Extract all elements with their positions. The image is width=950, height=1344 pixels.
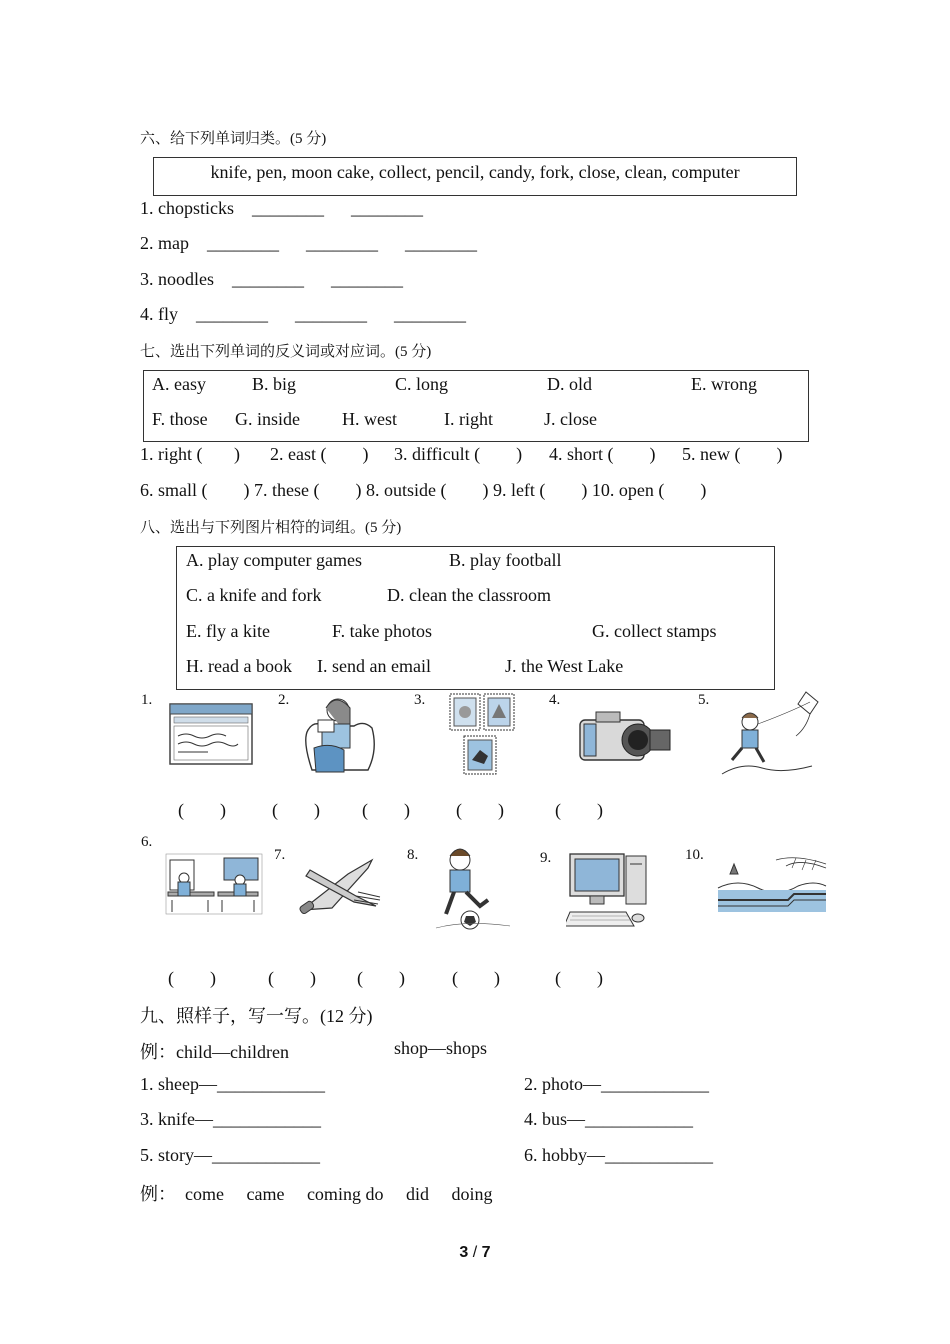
phrase-e: E. fly a kite bbox=[186, 621, 270, 641]
classify-line-3[interactable]: 3. noodles ________ ________ bbox=[140, 269, 403, 289]
option-b: B. big bbox=[252, 374, 297, 394]
option-f: F. those bbox=[152, 409, 208, 429]
west-lake-picture bbox=[716, 852, 828, 924]
answer-paren-6[interactable]: ( ) bbox=[168, 968, 216, 988]
pic-num-7: 7. bbox=[274, 847, 286, 863]
classify-line-1[interactable]: 1. chopsticks ________ ________ bbox=[140, 198, 423, 218]
antonym-q6-10[interactable]: 6. small ( ) 7. these ( ) 8. outside ( ) 9. left ( ) 10. open ( ) bbox=[140, 480, 707, 500]
total-pages: 7 bbox=[481, 1244, 491, 1261]
antonym-q5[interactable]: 5. new ( ) bbox=[682, 444, 783, 464]
answer-paren-4[interactable]: ( ) bbox=[456, 800, 504, 820]
phrase-h: H. read a book bbox=[186, 656, 292, 676]
section-7-title: 七、选出下列单词的反义词或对应词。(5 分) bbox=[140, 344, 432, 360]
pic-num-10: 10. bbox=[685, 847, 704, 863]
phrase-options-box bbox=[176, 546, 775, 690]
pic-num-8: 8. bbox=[407, 847, 419, 863]
page-number bbox=[0, 1244, 950, 1262]
phrase-i: I. send an email bbox=[317, 656, 431, 676]
boy-flying-kite-picture bbox=[720, 688, 830, 778]
knife-and-fork-picture bbox=[296, 856, 382, 918]
answer-paren-5[interactable]: ( ) bbox=[555, 800, 603, 820]
phrase-g: G. collect stamps bbox=[592, 621, 717, 641]
plural-item-6[interactable]: 6. hobby—____________ bbox=[524, 1145, 713, 1165]
page-separator: / bbox=[472, 1244, 478, 1261]
phrase-b: B. play football bbox=[449, 550, 562, 570]
pic-num-2: 2. bbox=[278, 692, 290, 708]
pic-num-1: 1. bbox=[141, 692, 153, 708]
answer-paren-10[interactable]: ( ) bbox=[555, 968, 603, 988]
phrase-c: C. a knife and fork bbox=[186, 585, 322, 605]
antonym-q2[interactable]: 2. east ( ) bbox=[270, 444, 369, 464]
email-window-picture bbox=[168, 702, 254, 766]
option-e: E. wrong bbox=[691, 374, 757, 394]
example-1: 例：child—children bbox=[140, 1042, 289, 1062]
section-6-title: 六、给下列单词归类。(5 分) bbox=[140, 131, 327, 147]
pic-num-5: 5. bbox=[698, 692, 710, 708]
option-g: G. inside bbox=[235, 409, 300, 429]
antonym-q3[interactable]: 3. difficult ( ) bbox=[394, 444, 523, 464]
answer-paren-7[interactable]: ( ) bbox=[268, 968, 316, 988]
computer-picture bbox=[566, 852, 650, 932]
antonym-options-box bbox=[143, 370, 809, 442]
phrase-d: D. clean the classroom bbox=[387, 585, 551, 605]
classify-line-2[interactable]: 2. map ________ ________ ________ bbox=[140, 233, 477, 253]
answer-paren-1[interactable]: ( ) bbox=[178, 800, 226, 820]
word-box-text: knife, pen, moon cake, collect, pencil, candy, fork, close, clean, computer bbox=[210, 162, 740, 182]
plural-item-2[interactable]: 2. photo—____________ bbox=[524, 1074, 710, 1094]
example-1b: shop—shops bbox=[394, 1038, 488, 1058]
section-8-title: 八、选出与下列图片相符的词组。(5 分) bbox=[140, 520, 402, 536]
pic-num-6: 6. bbox=[141, 834, 153, 850]
option-d: D. old bbox=[547, 374, 592, 394]
section-9-title: 九、照样子，写一写。(12 分) bbox=[140, 1006, 373, 1026]
example-2: 例： come came coming do did doing bbox=[140, 1184, 493, 1204]
option-a: A. easy bbox=[152, 374, 206, 394]
pic-num-9: 9. bbox=[540, 850, 552, 866]
camera-picture bbox=[574, 706, 674, 766]
plural-item-1[interactable]: 1. sheep—____________ bbox=[140, 1074, 325, 1094]
answer-paren-9[interactable]: ( ) bbox=[452, 968, 500, 988]
current-page: 3 bbox=[459, 1244, 469, 1261]
option-i: I. right bbox=[444, 409, 493, 429]
plural-item-5[interactable]: 5. story—____________ bbox=[140, 1145, 320, 1165]
answer-paren-8[interactable]: ( ) bbox=[357, 968, 405, 988]
word-box bbox=[153, 157, 797, 196]
phrase-f: F. take photos bbox=[332, 621, 433, 641]
boy-playing-football-picture bbox=[432, 846, 512, 932]
answer-paren-3[interactable]: ( ) bbox=[362, 800, 410, 820]
girl-reading-picture bbox=[300, 690, 382, 780]
plural-item-3[interactable]: 3. knife—____________ bbox=[140, 1109, 321, 1129]
option-h: H. west bbox=[342, 409, 397, 429]
antonym-q1[interactable]: 1. right ( ) bbox=[140, 444, 240, 464]
phrase-a: A. play computer games bbox=[186, 550, 362, 570]
option-j: J. close bbox=[544, 409, 597, 429]
plural-item-4[interactable]: 4. bus—____________ bbox=[524, 1109, 694, 1129]
classify-line-4[interactable]: 4. fly ________ ________ ________ bbox=[140, 304, 466, 324]
classroom-cleaning-picture bbox=[164, 852, 264, 916]
pic-num-4: 4. bbox=[549, 692, 561, 708]
pic-num-3: 3. bbox=[414, 692, 426, 708]
option-c: C. long bbox=[395, 374, 449, 394]
phrase-j: J. the West Lake bbox=[505, 656, 624, 676]
answer-paren-2[interactable]: ( ) bbox=[272, 800, 320, 820]
stamps-picture bbox=[448, 692, 520, 778]
antonym-q4[interactable]: 4. short ( ) bbox=[549, 444, 656, 464]
